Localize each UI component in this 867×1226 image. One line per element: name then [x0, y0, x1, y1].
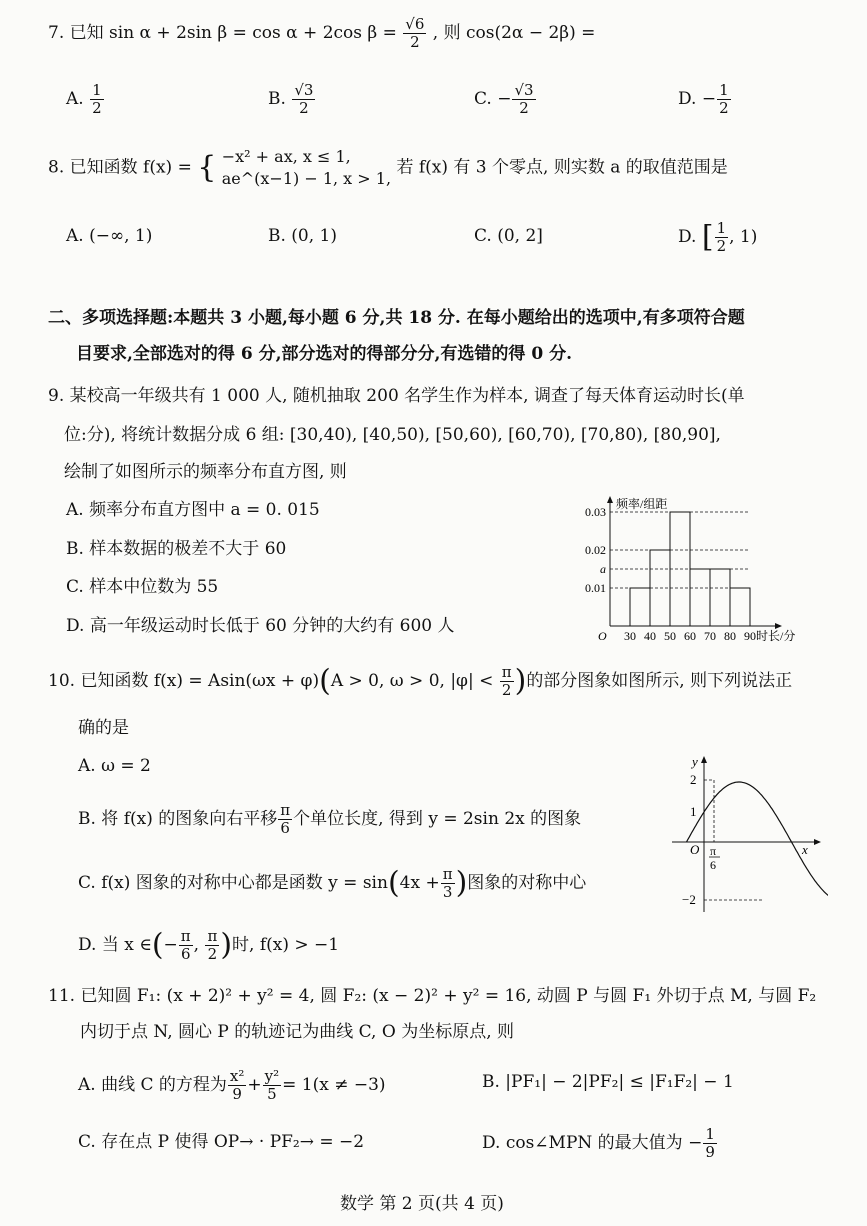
x-tick-label: 50: [664, 629, 676, 643]
section-2-heading: 二、多项选择题:本题共 3 小题,每小题 6 分,共 18 分. 在每小题给出的选项中,有多项符合题: [48, 308, 745, 328]
question-9-stem-2: 位:分), 将统计数据分成 6 组: [30,40), [40,50), [50,60), [60,70), [70,80), [80,90],: [64, 425, 721, 445]
q11-option-b: B. |PF₁| − 2|PF₂| ≤ |F₁F₂| − 1: [482, 1072, 734, 1092]
question-11-stem-2: 内切于点 N, 圆心 P 的轨迹记为曲线 C, O 为坐标原点, 则: [80, 1022, 515, 1042]
q10-option-c: C. f(x) 图象的对称中心都是函数 y = sin(4x + $\frac{\pi}{3}$ )图象的对称中心: [78, 865, 587, 901]
histogram-bar: [730, 588, 750, 626]
x-tick-label: 90: [744, 629, 756, 643]
section-2-heading-cont: 目要求,全部选对的得 6 分,部分选对的得部分分,有选错的得 0 分.: [76, 344, 573, 364]
y-tick-label: 0.03: [585, 505, 606, 519]
y-axis-arrow: [607, 496, 613, 503]
x-tick-label: 80: [724, 629, 736, 643]
q9-option-d: D. 高一年级运动时长低于 60 分钟的大约有 600 人: [66, 616, 455, 636]
q7-option-b: B. $\frac{√3}{2}$: [268, 81, 314, 117]
page-footer: 数学 第 2 页(共 4 页): [340, 1194, 504, 1214]
q9-option-a: A. 频率分布直方图中 a = 0. 015: [66, 500, 320, 520]
x-tick-label: 60: [684, 629, 696, 643]
x-axis-label: x: [802, 842, 808, 857]
y-axis-arrow: [701, 756, 707, 763]
y-axis-title: 频率/组距: [616, 497, 668, 511]
q8-option-c: C. (0, 2]: [474, 226, 543, 246]
question-10-stem-2: 确的是: [78, 718, 129, 738]
y-label-neg2: −2: [682, 892, 696, 907]
y-label-2: 2: [690, 772, 697, 787]
histogram-bar: [630, 588, 650, 626]
q10-option-a: A. ω = 2: [78, 756, 151, 776]
y-label-1: 1: [690, 804, 697, 819]
q10-option-b: B. 将 f(x) 的图象向右平移 $\frac{\pi}{6}$ 个单位长度, 得到 y = 2sin 2x 的图象: [78, 801, 582, 837]
q7-option-c: C. − $\frac{√3}{2}$: [474, 81, 534, 117]
q11-option-c: C. 存在点 P 使得 OP→ · PF₂→ = −2: [78, 1132, 365, 1152]
y-tick-label: a: [600, 562, 606, 576]
x-tick-label: 30: [624, 629, 636, 643]
x-axis-arrow: [814, 839, 821, 845]
q8-option-b: B. (0, 1): [268, 226, 338, 246]
x-axis-title: 时长/分: [756, 629, 796, 643]
q11-option-a: A. 曲线 C 的方程为 $\frac{\text{x²}}{9}$ + $\frac{\text{y²}}{5}$ = 1(x ≠ −3): [78, 1067, 386, 1103]
question-7-stem: 7. 已知 sin α + 2sin β = cos α + 2cos β = $\frac{√6}{2}$ , 则 cos(2α − 2β) =: [48, 15, 596, 51]
x-tick-label: 70: [704, 629, 716, 643]
q7-option-a: A. $\frac{1}{2}$: [66, 81, 102, 117]
sine-graph: [668, 754, 828, 914]
histogram-bar: [710, 569, 730, 626]
x-tick-label: 40: [644, 629, 656, 643]
question-9-stem: 9. 某校高一年级共有 1 000 人, 随机抽取 200 名学生作为样本, 调查了每天体育运动时长(单: [48, 386, 745, 406]
question-9-stem-3: 绘制了如图所示的频率分布直方图, 则: [64, 462, 347, 482]
q9-option-c: C. 样本中位数为 55: [66, 577, 219, 597]
frequency-histogram: [578, 494, 828, 646]
q9-option-b: B. 样本数据的极差不大于 60: [66, 539, 287, 559]
question-11-stem: 11. 已知圆 F₁: (x + 2)² + y² = 4, 圆 F₂: (x − 2)² + y² = 16, 动圆 P 与圆 F₁ 外切于点 M, 与圆 F₂: [48, 986, 817, 1006]
y-tick-label: 0.01: [585, 581, 606, 595]
y-axis-label: y: [692, 754, 698, 769]
question-8-stem: 8. 已知函数 f(x) = { −x² + ax, x ≤ 1, ae^(x−1) − 1, x > 1, 若 f(x) 有 3 个零点, 则实数 a 的取值范围是: [48, 147, 728, 188]
origin-label: O: [598, 629, 607, 643]
q11-option-d: D. cos∠MPN 的最大值为 − $\frac{1}{9}$: [482, 1125, 715, 1161]
q8-option-d: D. [ $\frac{1}{2}$ , 1): [678, 219, 758, 255]
x-label-6: 6: [710, 858, 716, 872]
origin-label: O: [690, 842, 700, 857]
y-tick-label: 0.02: [585, 543, 606, 557]
question-10-stem: 10. 已知函数 f(x) = Asin(ωx + φ)(A > 0, ω > 0, |φ| < $\frac{\pi}{2}$ )的部分图象如图所示, 则下列说法正: [48, 663, 793, 699]
q8-option-a: A. (−∞, 1): [66, 226, 153, 246]
fraction: $\frac{√6}{2}$: [405, 15, 425, 51]
q10-option-d: D. 当 x ∈(− $\frac{\pi}{6}$ , $\frac{\pi}{2}$ )时, f(x) > −1: [78, 927, 340, 963]
histogram-bar: [690, 569, 710, 626]
piecewise-function: −x² + ax, x ≤ 1, ae^(x−1) − 1, x > 1,: [221, 147, 392, 188]
x-label-pi: π: [710, 844, 717, 858]
q7-option-d: D. − $\frac{1}{2}$: [678, 81, 729, 117]
